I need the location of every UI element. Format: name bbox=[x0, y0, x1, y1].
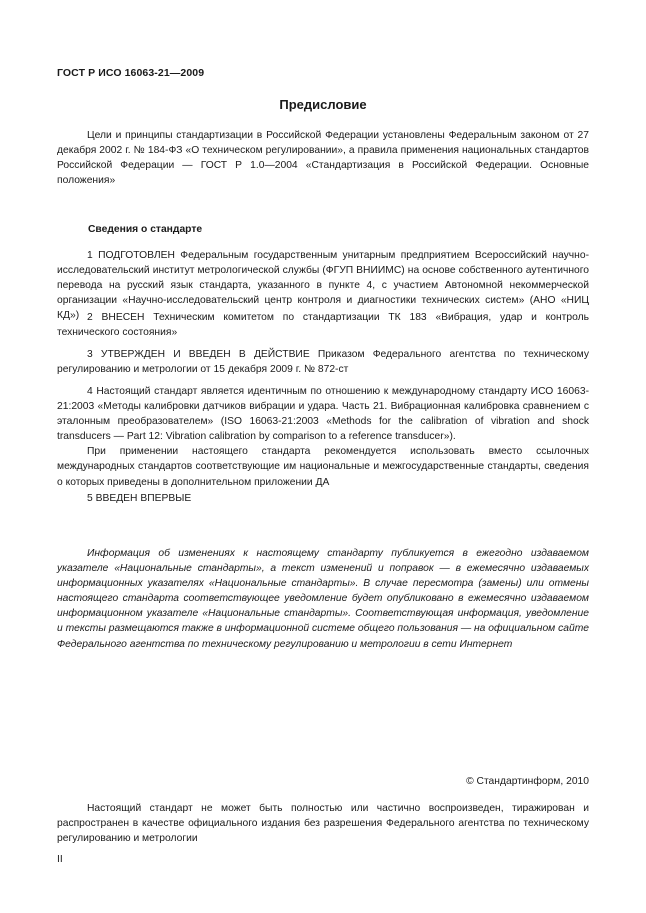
info-notice-block bbox=[57, 546, 589, 652]
intro-paragraph: Цели и принципы стандартизации в Российской Федерации установлены Федеральным законом от 27 декабря 2002 г. № 184-ФЗ «О техническом регулировании», а правила применения национальных стандартов Российской Федерации — ГОСТ Р 1.0—2004 «Стандартизация в Российской Федерации. Основные положения» bbox=[57, 130, 589, 187]
item-2-paragraph: 2 ВНЕСЕН Техническим комитетом по стандартизации ТК 183 «Вибрация, удар и контроль технического состояния» bbox=[57, 312, 589, 339]
item-4-paragraph: 4 Настоящий стандарт является идентичным по отношению к международному стандарту ИСО 16063-21:2003 «Методы калибровки датчиков вибрации и удара. Часть 21. Вибрационная калибровка сравнением с эталонным преобразователем» (ISO 16063-21:2003 «Methods for the calibration of vibration and shock transducers — Part 12: Vibration calibration by comparison to a reference transducer»). bbox=[57, 386, 589, 443]
item-5-block bbox=[57, 491, 589, 506]
reproduction-notice-paragraph: Настоящий стандарт не может быть полностью или частично воспроизведен, тиражирован и распространен в качестве официального издания без разрешения Федерального агентства по техническому регулированию и метрологии bbox=[57, 803, 589, 845]
section-title: Сведения о стандарте bbox=[88, 224, 203, 235]
item-4-block bbox=[57, 384, 589, 490]
intro-block bbox=[57, 128, 589, 188]
item-1-paragraph: 1 ПОДГОТОВЛЕН Федеральным государственным унитарным предприятием Всероссийский научно-исследовательский институт метрологической службы (ФГУП ВНИИМС) на основе собственного аутентичного перевода на русский язык стандарта, указанного в пункте 4, с участием Автономной некоммерческой организации «Научно-исследовательский центр контроля и диагностики технических систем» (АНО «НИЦ КД») bbox=[57, 250, 589, 322]
standard-code-header: ГОСТ Р ИСО 16063-21—2009 bbox=[57, 67, 205, 79]
page-title: Предисловие bbox=[279, 97, 367, 112]
info-notice-paragraph: Информация об изменениях к настоящему стандарту публикуется в ежегодно издаваемом указателе «Национальные стандарты», а текст изменений и поправок — в ежемесячно издаваемых информационных указателях «Национальные стандарты». В случае пересмотра (замены) или отмены настоящего стандарта соответствующее уведомление будет опубликовано в ежемесячно издаваемом информационном указателе «Национальные стандарты». Соответствующая информация, уведомление и тексты размещаются также в информационной системе общего пользования — на официальном сайте Федерального агентства по техническому регулированию и метрологии в сети Интернет bbox=[57, 548, 589, 650]
item-4-note-paragraph: При применении настоящего стандарта рекомендуется использовать вместо ссылочных международных стандартов соответствующие им национальные и межгосударственные стандарты, сведения о которых приведены в дополнительном приложении ДА bbox=[57, 446, 589, 488]
item-3-block bbox=[57, 347, 589, 377]
item-3-paragraph: 3 УТВЕРЖДЕН И ВВЕДЕН В ДЕЙСТВИЕ Приказом Федерального агентства по техническому регулированию и метрологии от 15 декабря 2009 г. № 872-ст bbox=[57, 349, 589, 376]
page-number: II bbox=[57, 854, 63, 865]
copyright-line: © Стандартинформ, 2010 bbox=[466, 776, 589, 787]
item-5-paragraph: 5 ВВЕДЕН ВПЕРВЫЕ bbox=[87, 493, 192, 504]
reproduction-notice-block bbox=[57, 801, 589, 846]
item-2-block bbox=[57, 310, 589, 340]
